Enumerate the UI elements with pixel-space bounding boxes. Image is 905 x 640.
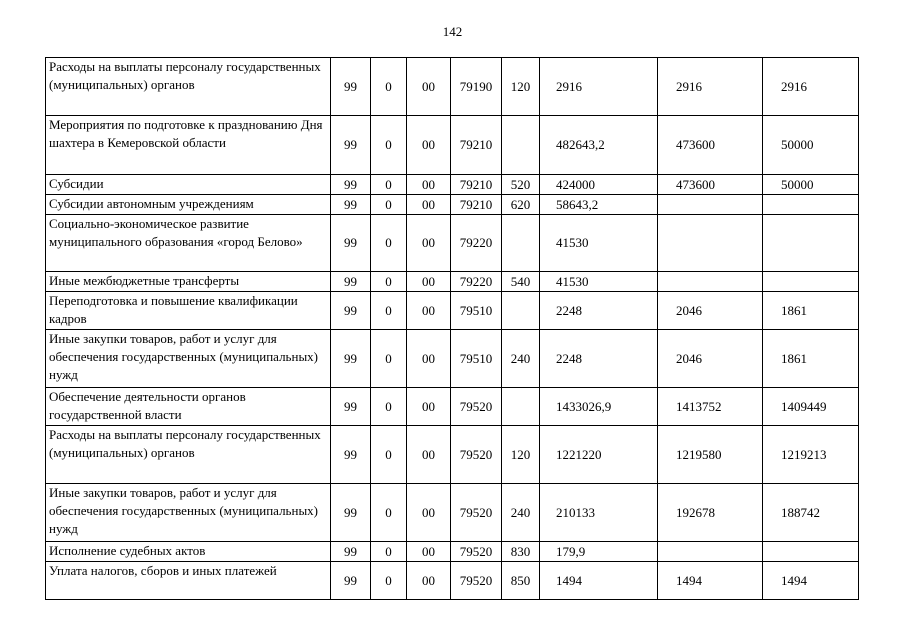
target-article-cell: 79520 [451,484,502,542]
amount-year2-cell: 473600 [658,116,763,175]
table-row [46,58,859,116]
program-code-cell: 00 [407,215,451,272]
amount-year2-cell [658,542,763,562]
amount-year2-cell: 2046 [658,330,763,388]
amount-year3-cell: 1219213 [763,426,859,484]
target-article-cell: 79520 [451,542,502,562]
row-name-cell: Обеспечение деятельности органов государственной власти [46,388,331,426]
target-article-cell: 79520 [451,562,502,600]
amount-year1-cell: 179,9 [540,542,658,562]
amount-year1-cell: 2248 [540,292,658,330]
table-row [46,388,859,426]
amount-year1-cell: 482643,2 [540,116,658,175]
amount-year1-cell: 1221220 [540,426,658,484]
subsection-code-cell: 0 [371,388,407,426]
amount-year3-cell [763,272,859,292]
amount-year3-cell [763,542,859,562]
program-code-cell: 00 [407,426,451,484]
amount-year2-cell: 192678 [658,484,763,542]
budget-table [45,57,859,600]
amount-year3-cell: 1409449 [763,388,859,426]
page-number: 142 [442,24,463,39]
amount-year3-cell: 1861 [763,330,859,388]
subsection-code-cell: 0 [371,562,407,600]
subsection-code-cell: 0 [371,542,407,562]
amount-year1-cell: 41530 [540,272,658,292]
program-code-cell: 00 [407,175,451,195]
expense-type-cell: 520 [502,175,540,195]
program-code-cell: 00 [407,272,451,292]
expense-type-cell: 240 [502,330,540,388]
table-row [46,215,859,272]
target-article-cell: 79510 [451,330,502,388]
amount-year1-cell: 2248 [540,330,658,388]
row-name-cell: Субсидии [46,175,331,195]
amount-year1-cell: 58643,2 [540,195,658,215]
table-row [46,272,859,292]
subsection-code-cell: 0 [371,195,407,215]
subsection-code-cell: 0 [371,272,407,292]
amount-year3-cell [763,215,859,272]
amount-year1-cell: 210133 [540,484,658,542]
expense-type-cell [502,116,540,175]
subsection-code-cell: 0 [371,292,407,330]
target-article-cell: 79210 [451,195,502,215]
program-code-cell: 00 [407,562,451,600]
expense-type-cell: 240 [502,484,540,542]
program-code-cell: 00 [407,388,451,426]
amount-year1-cell: 41530 [540,215,658,272]
amount-year2-cell: 1494 [658,562,763,600]
amount-year3-cell: 50000 [763,175,859,195]
row-name-cell: Исполнение судебных актов [46,542,331,562]
expense-type-cell: 120 [502,426,540,484]
subsection-code-cell: 0 [371,426,407,484]
section-code-cell: 99 [331,175,371,195]
program-code-cell: 00 [407,330,451,388]
target-article-cell: 79220 [451,215,502,272]
program-code-cell: 00 [407,542,451,562]
amount-year2-cell: 2046 [658,292,763,330]
target-article-cell: 79210 [451,116,502,175]
expense-type-cell [502,388,540,426]
section-code-cell: 99 [331,426,371,484]
section-code-cell: 99 [331,58,371,116]
subsection-code-cell: 0 [371,484,407,542]
row-name-cell: Уплата налогов, сборов и иных платежей [46,562,331,600]
table-row [46,195,859,215]
target-article-cell: 79190 [451,58,502,116]
program-code-cell: 00 [407,195,451,215]
target-article-cell: 79220 [451,272,502,292]
expense-type-cell: 830 [502,542,540,562]
target-article-cell: 79520 [451,388,502,426]
amount-year3-cell: 188742 [763,484,859,542]
row-name-cell: Мероприятия по подготовке к празднованию Дня шахтера в Кемеровской области [46,116,331,175]
target-article-cell: 79210 [451,175,502,195]
section-code-cell: 99 [331,330,371,388]
amount-year3-cell [763,195,859,215]
section-code-cell: 99 [331,272,371,292]
amount-year2-cell: 1219580 [658,426,763,484]
row-name-cell: Иные межбюджетные трансферты [46,272,331,292]
target-article-cell: 79520 [451,426,502,484]
row-name-cell: Расходы на выплаты персоналу государственных (муниципальных) органов [46,426,331,484]
amount-year1-cell: 2916 [540,58,658,116]
expense-type-cell: 540 [502,272,540,292]
table-row [46,562,859,600]
program-code-cell: 00 [407,292,451,330]
expense-type-cell: 850 [502,562,540,600]
subsection-code-cell: 0 [371,330,407,388]
program-code-cell: 00 [407,58,451,116]
row-name-cell: Иные закупки товаров, работ и услуг для обеспечения государственных (муниципальных) нужд [46,330,331,388]
section-code-cell: 99 [331,484,371,542]
amount-year3-cell: 1861 [763,292,859,330]
table-row [46,426,859,484]
row-name-cell: Расходы на выплаты персоналу государственных (муниципальных) органов [46,58,331,116]
amount-year2-cell: 473600 [658,175,763,195]
program-code-cell: 00 [407,484,451,542]
amount-year3-cell: 1494 [763,562,859,600]
row-name-cell: Переподготовка и повышение квалификации кадров [46,292,331,330]
section-code-cell: 99 [331,542,371,562]
section-code-cell: 99 [331,195,371,215]
amount-year1-cell: 1433026,9 [540,388,658,426]
expense-type-cell [502,292,540,330]
table-row [46,116,859,175]
section-code-cell: 99 [331,292,371,330]
amount-year1-cell: 1494 [540,562,658,600]
table-row [46,542,859,562]
amount-year2-cell [658,272,763,292]
section-code-cell: 99 [331,388,371,426]
row-name-cell: Субсидии автономным учреждениям [46,195,331,215]
subsection-code-cell: 0 [371,58,407,116]
amount-year3-cell: 2916 [763,58,859,116]
amount-year1-cell: 424000 [540,175,658,195]
row-name-cell: Иные закупки товаров, работ и услуг для обеспечения государственных (муниципальных) нужд [46,484,331,542]
target-article-cell: 79510 [451,292,502,330]
table-row [46,292,859,330]
table-row [46,484,859,542]
amount-year2-cell [658,195,763,215]
expense-type-cell: 620 [502,195,540,215]
section-code-cell: 99 [331,562,371,600]
subsection-code-cell: 0 [371,116,407,175]
table-row [46,175,859,195]
amount-year3-cell: 50000 [763,116,859,175]
expense-type-cell [502,215,540,272]
program-code-cell: 00 [407,116,451,175]
section-code-cell: 99 [331,116,371,175]
subsection-code-cell: 0 [371,215,407,272]
subsection-code-cell: 0 [371,175,407,195]
amount-year2-cell: 2916 [658,58,763,116]
expense-type-cell: 120 [502,58,540,116]
amount-year2-cell [658,215,763,272]
section-code-cell: 99 [331,215,371,272]
table-row [46,330,859,388]
row-name-cell: Социально-экономическое развитие муниципального образования «город Белово» [46,215,331,272]
amount-year2-cell: 1413752 [658,388,763,426]
